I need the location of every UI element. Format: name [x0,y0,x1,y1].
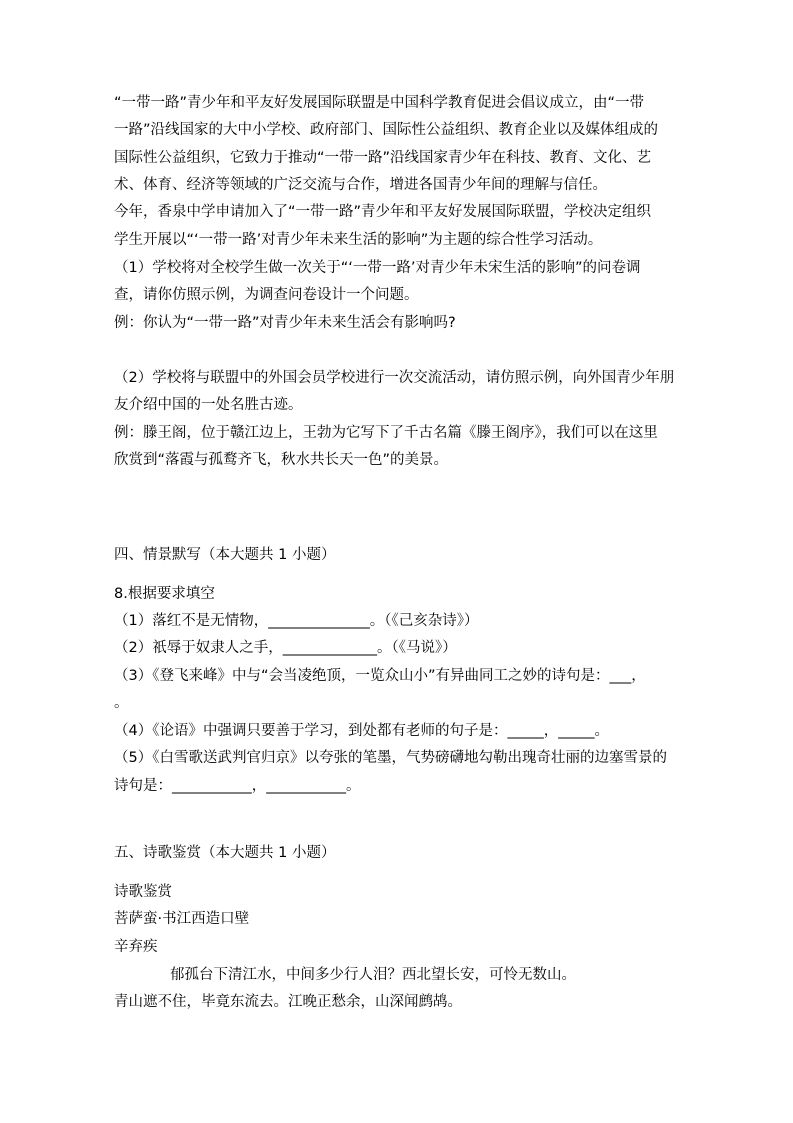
question-1-line: （1）学校将对全校学生做一次关于“‘一带一路’对青少年未宋生活的影响”的问卷调 [114,260,641,276]
poem-line: 郁孤台下清江水，中间多少行人泪？西北望长安，可怜无数山。 [170,967,576,983]
poem-author: 辛弃疾 [114,939,158,955]
fill-item: （3）《登飞来峰》中与“会当凌绝顶，一览众山小”有异曲同工之妙的诗句是：___， [114,668,646,684]
intro-line: “一带一路”青少年和平友好发展国际联盟是中国科学教育促进会倡议成立，由“一带 [114,95,645,111]
question-1-line: 查，请你仿照示例，为调查问卷设计一个问题。 [114,287,419,303]
poem-label: 诗歌鉴赏 [114,884,172,900]
section-5-heading: 五、诗歌鉴赏（本大题共 1 小题） [114,845,336,861]
question-1-example: 例：你认为“一带一路”对青少年未来生活会有影响吗? [114,315,456,331]
section-4-heading: 四、情景默写（本大题共 1 小题） [114,547,336,563]
intro-line: 术、体育、经济等领域的广泛交流与合作，增进各国青少年间的理解与信任。 [114,177,607,193]
fill-item: （2）祇辱于奴隶人之手，_____________。（《马说》） [114,640,457,656]
intro-line: 学生开展以“‘一带一路’对青少年未来生活的影响”为主题的综合性学习活动。 [114,232,603,248]
fill-item: 。 [114,695,129,711]
intro-line: 国际性公益组织，它致力于推动“一带一路”沿线国家青少年在科技、教育、文化、艺 [114,150,652,166]
poem-line: 青山遮不住，毕竟东流去。江晚正愁余，山深闻鹧鸪。 [114,994,462,1010]
question-2-line: （2）学校将与联盟中的外国会员学校进行一次交流活动，请仿照示例，向外国青少年朋 [114,370,675,386]
fill-item: 诗句是：___________，___________。 [114,778,361,794]
intro-line: 一路”沿线国家的大中小学校、政府部门、国际性公益组织、教育企业以及媒体组成的 [114,122,659,138]
intro-line: 今年，香泉中学申请加入了“一带一路”青少年和平友好发展国际联盟，学校决定组织 [114,204,652,220]
question-2-line: 友介绍中国的一处名胜古迹。 [114,397,303,413]
fill-item: （5）《白雪歌送武判官归京》以夸张的笔墨，气势磅礴地勾勒出瑰奇壮丽的边塞雪景的 [114,750,667,766]
fill-item: （1）落红不是无情物，______________。（《己亥杂诗》） [114,613,479,629]
poem-title: 菩萨蛮·书江西造口壁 [114,911,250,927]
question-8-title: 8.根据要求填空 [114,586,215,602]
question-2-example: 例：滕王阁，位于赣江边上，王勃为它写下了千古名篇《滕王阁序》，我们可以在这里 [114,425,658,441]
question-2-example: 欣赏到“落霞与孤鹜齐飞，秋水共长天一色”的美景。 [114,452,449,468]
fill-item: （4）《论语》中强调只要善于学习，到处都有老师的句子是：_____，_____。 [114,723,609,739]
